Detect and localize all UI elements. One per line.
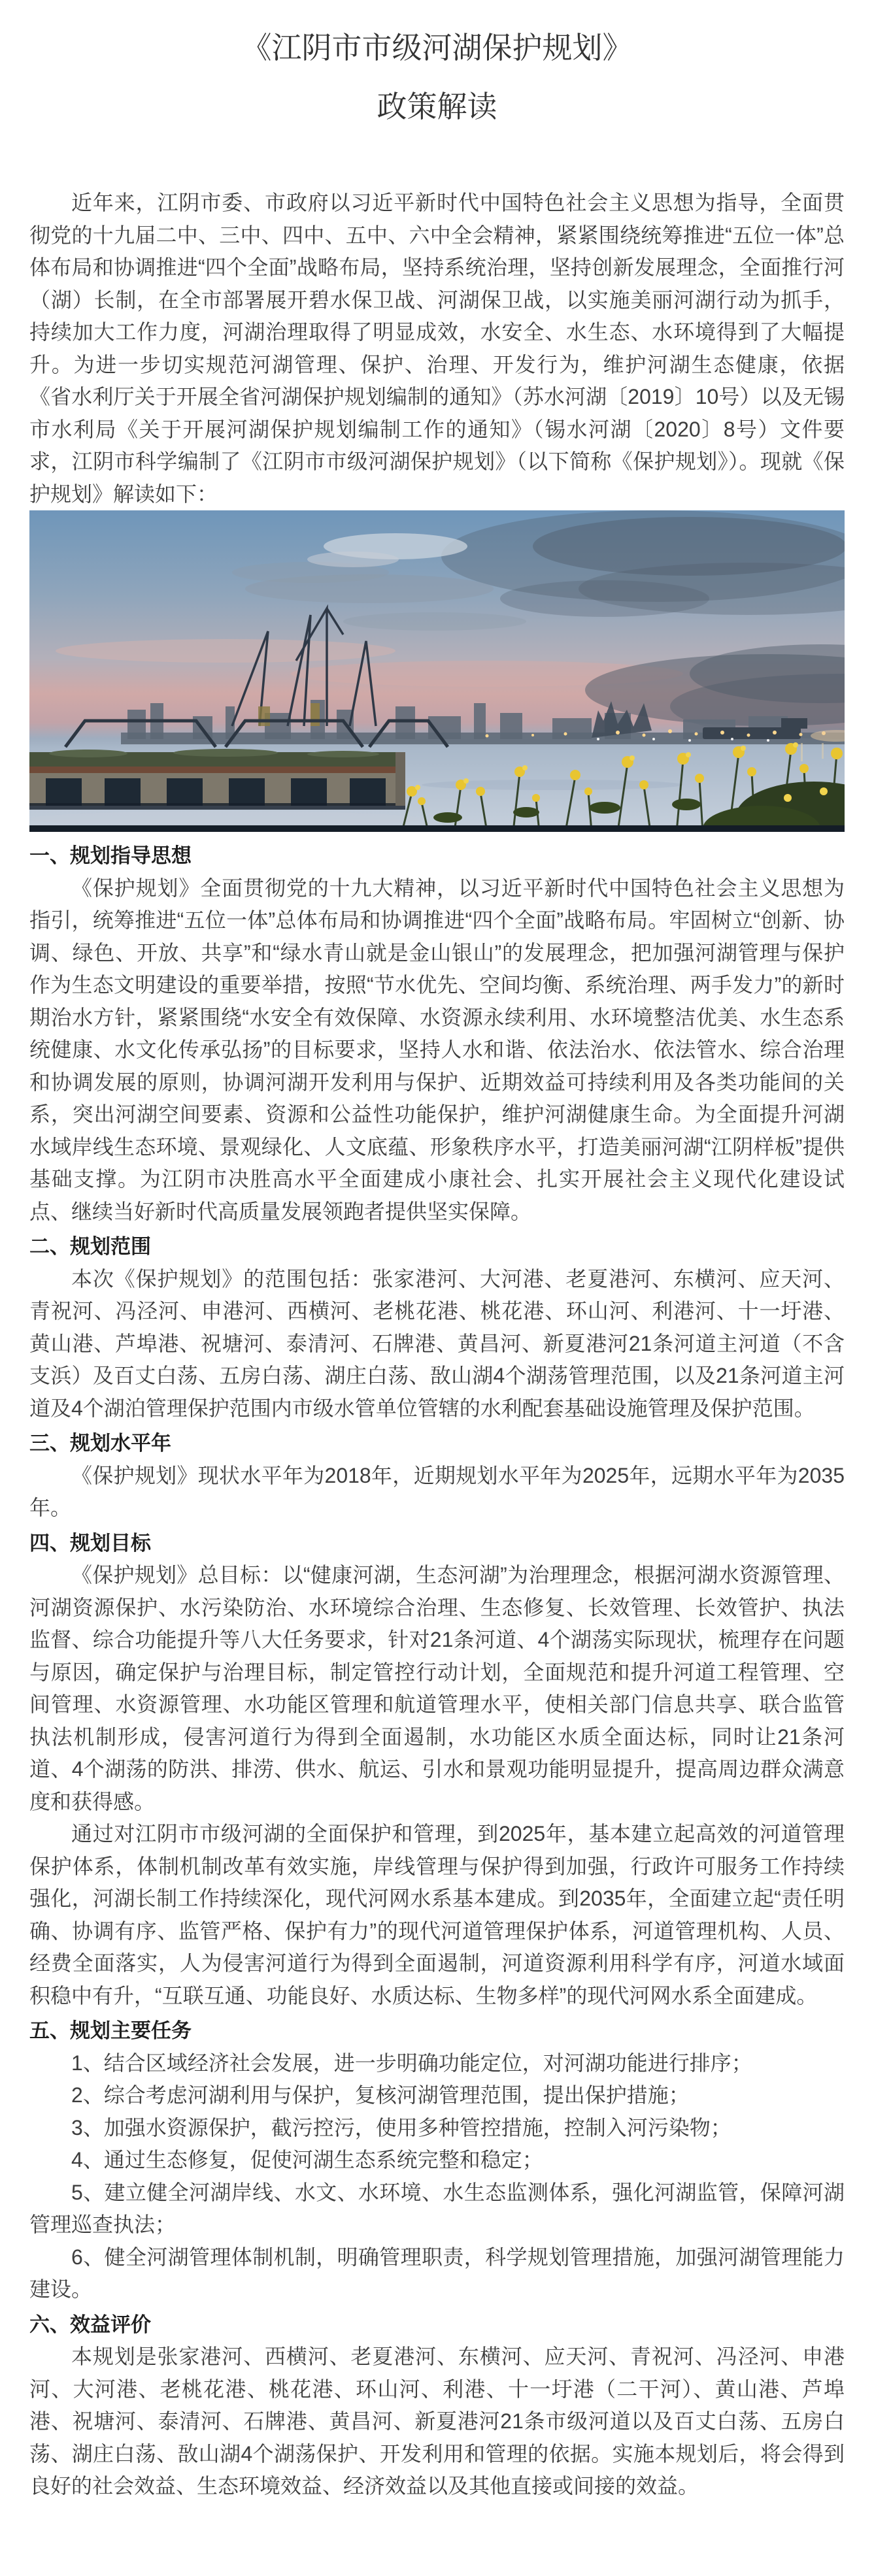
section-heading-2: 二、规划范围 [29,1235,151,1258]
page-title [29,18,845,136]
task-item-5: 5、建立健全河湖岸线、水文、水环境、水生态监测体系，强化河湖监管，保障河湖管理巡查执法； [29,2180,845,2236]
pier [29,749,405,810]
task-item-6: 6、健全河湖管理体制机制，明确管理职责，科学规划管理措施，加强河湖管理能力建设。 [29,2245,845,2301]
task-item-1: 1、结合区域经济社会发展，进一步明确功能定位，对河湖功能进行排序； [71,2051,752,2075]
section-4-paragraph-1: 《保护规划》总目标：以“健康河湖，生态河湖”为治理理念，根据河湖水资源管理、河湖资源保护、水污染防治、水环境综合治理、生态修复、长效管理、长效管护、执法监督、综合功能提升等八大任务要求，针对21条河道、4个湖荡实际现状，梳理存在问题与原因，确定保护与治理目标，制定管控行动计划，全面规范和提升河道工程管理、空间管理、水资源管理、水功能区管理和航道管理水平，使相关部门信息共享、联合监管执法机制形成，侵害河道行为得到全面遏制，水功能区水质全面达标，同时让21条河道、4个湖荡的防洪、排涝、供水、航运、引水和景观功能明显提升，提高周边群众满意度和获得感。 [29,1563,845,1813]
task-item-3: 3、加强水资源保护，截污控污，使用多种管控措施，控制入河污染物； [71,2115,731,2139]
title-line-2: 政策解读 [377,90,497,124]
section-heading-3: 三、规划水平年 [29,1432,171,1455]
section-heading-5: 五、规划主要任务 [29,2019,192,2042]
ship-silhouette [703,727,801,739]
section-1-paragraph: 《保护规划》全面贯彻党的十九大精神，以习近平新时代中国特色社会主义思想为指引，统筹推进“五位一体”总体布局和协调推进“四个全面”战略布局。牢固树立“创新、协调、绿色、开放、共享”和“绿水青山就是金山银山”的发展理念，把加强河湖管理与保护作为生态文明建设的重要举措，按照“节水优先、空间均衡、系统治理、两手发力”的新时期治水方针，紧紧围绕“水安全有效保障、水资源永续利用、水环境整洁优美、水生态系统健康、水文化传承弘扬”的目标要求，坚持人水和谐、依法治水、依法管水、综合治理和协调发展的原则，协调河湖开发利用与保护、近期效益可持续利用及各类功能间的关系，突出河湖空间要素、资源和公益性功能保护，维护河湖健康生命。为全面提升河湖水域岸线生态环境、景观绿化、人文底蕴、形象秩序水平，打造美丽河湖“江阴样板”提供基础支撑。为江阴市决胜高水平全面建成小康社会、扎实开展社会主义现代化建设试点、继续当好新时代高质量发展领跑者提供坚实保障。 [29,876,845,1223]
title-line-1: 《江阴市市级河湖保护规划》 [241,31,633,65]
section-heading-6: 六、效益评价 [29,2313,151,2336]
riverside-dusk-photo [29,510,845,832]
task-item-2: 2、综合考虑河湖利用与保护，复核河湖管理范围，提出保护措施； [71,2083,690,2107]
section-6-paragraph: 本规划是张家港河、西横河、老夏港河、东横河、应天河、青祝河、冯泾河、申港河、大河港、老桃花港、桃花港、环山河、利港、十一圩港（二干河）、黄山港、芦埠港、祝塘河、泰清河、石牌港、黄昌河、新夏港河21条市级河道以及百丈白荡、五房白荡、湖庄白荡、敔山湖4个湖荡保护、开发利用和管理的依据。实施本规划后，将会得到良好的社会效益、生态环境效益、经济效益以及其他直接或间接的效益。 [29,2345,845,2498]
section-2-paragraph: 本次《保护规划》的范围包括：张家港河、大河港、老夏港河、东横河、应天河、青祝河、冯泾河、申港河、西横河、老桃花港、桃花港、环山河、利港河、十一圩港、黄山港、芦埠港、祝塘河、泰清河、石牌港、黄昌河、新夏港河21条河道主河道（不含支浜）及百丈白荡、五房白荡、湖庄白荡、敔山湖4个湖荡管理范围，以及21条河道主河道及4个湖泊管理保护范围内市级水管单位管辖的水利配套基础设施管理及保护范围。 [29,1266,845,1420]
section-heading-1: 一、规划指导思想 [29,844,192,867]
section-4-paragraph-2: 通过对江阴市市级河湖的全面保护和管理，到2025年，基本建立起高效的河道管理保护体系，体制机制改革有效实施，岸线管理与保护得到加强，行政许可服务工作持续强化，河湖长制工作持续深化，现代河网水系基本建成。到2035年，全面建立起“责任明确、协调有序、监管严格、保护有力”的现代河道管理保护体系，河道管理机构、人员、经费全面落实，人为侵害河道行为得到全面遏制，河道资源利用科学有序，河道水域面积稳中有升，“互联互通、功能良好、水质达标、生物多样”的现代河网水系全面建成。 [29,1822,845,2007]
photo-bottom-strip [29,825,845,832]
dark-clouds [441,510,845,617]
intro-paragraph: 近年来，江阴市委、市政府以习近平新时代中国特色社会主义思想为指导，全面贯彻党的十九届二中、三中、四中、五中、六中全会精神，紧紧围绕统筹推进“五位一体”总体布局和协调推进“四个全面”战略布局，坚持系统治理，坚持创新发展理念，全面推行河（湖）长制，在全市部署展开碧水保卫战、河湖保卫战，以实施美丽河湖行动为抓手，持续加大工作力度，河湖治理取得了明显成效，水安全、水生态、水环境得到了大幅提升。为进一步切实规范河湖管理、保护、治理、开发行为，维护河湖生态健康，依据《省水利厅关于开展全省河湖保护规划编制的通知》（苏水河湖〔2019〕10号）以及无锡市水利局《关于开展河湖保护规划编制工作的通知》（锡水河湖〔2020〕8号）文件要求，江阴市科学编制了《江阴市市级河湖保护规划》（以下简称《保护规划》）。现就《保护规划》解读如下： [29,191,845,506]
section-3-paragraph: 《保护规划》现状水平年为2018年，近期规划水平年为2025年，远期水平年为2035年。 [29,1463,845,1519]
section-heading-4: 四、规划目标 [29,1531,151,1555]
photo-illustration [29,510,845,832]
task-item-4: 4、通过生态修复，促使河湖生态系统完整和稳定； [71,2148,543,2171]
